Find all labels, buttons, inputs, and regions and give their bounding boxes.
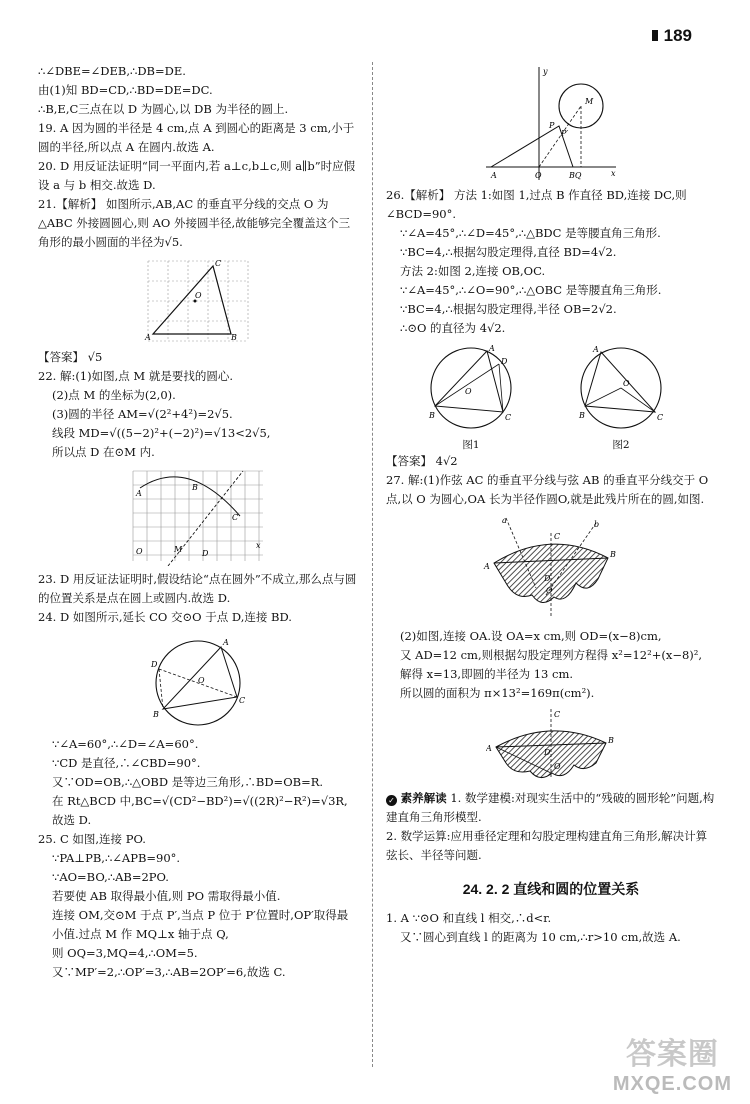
text-line: 线段 MD=√((5−2)²+(−2)²)=√13<2√5, <box>52 426 271 440</box>
svg-text:A: A <box>484 562 490 571</box>
figure-26-circle-2 <box>571 342 671 434</box>
text-line: 在 Rt△BCD 中,BC=√(CD²−BD²)=√((2R)²−R²)=√3R, <box>52 794 348 808</box>
text-line: 解得 x=13,即圆的半径为 13 cm. <box>400 667 574 681</box>
svg-text:x: x <box>256 541 261 550</box>
answer-20: 20. D 用反证法证明“同一平面内,若 a⊥c,b⊥c,则 a∥b”时应假设 a 与 b 相交.故选 D. <box>38 159 356 192</box>
text-line: ∴B,E,C三点在以 D 为圆心,以 DB 为半径的圆上. <box>38 102 289 116</box>
svg-text:M: M <box>585 97 594 106</box>
literacy-block <box>386 789 716 827</box>
figure-25-coordinate <box>481 62 621 182</box>
svg-text:B: B <box>231 333 237 342</box>
svg-text:C: C <box>505 413 512 422</box>
svg-text:O: O <box>198 676 205 685</box>
svg-text:a: a <box>502 516 507 525</box>
svg-text:C: C <box>554 710 561 719</box>
svg-text:x: x <box>611 169 616 178</box>
answer-19: 19. A 因为圆的半径是 4 cm,点 A 到圆心的距离是 3 cm,小于圆的半径,所以点 A 在圆内.故选 A. <box>38 121 355 154</box>
figure-24-circle <box>143 631 253 731</box>
answer-23: 23. D 用反证法证明时,假设结论“点在圆外”不成立,那么点与圆的位置关系是点在圆上或圆内.故选 D. <box>38 572 357 605</box>
text-line: (3)圆的半径 AM=√(2²+4²)=2√5. <box>52 407 233 421</box>
svg-text:P: P <box>549 121 555 130</box>
svg-text:O: O <box>136 547 143 556</box>
answer-27: 27. 解:(1)作弦 AC 的垂直平分线与弦 AB 的垂直平分线交于 O 点,以 O 为圆心,OA 长为半径作圆O,就是此残片所在的圆,如图. <box>386 473 709 506</box>
text-line: ∵∠A=60°,∴∠D=∠A=60°. <box>52 737 199 751</box>
text-line: ∵BC=4,∴根据勾股定理得,半径 OB=2√2. <box>400 302 617 316</box>
text-line: 又∵OD=OB,∴△OBD 是等边三角形,∴BD=OB=R. <box>52 775 324 789</box>
check-icon: ✓ <box>386 795 397 806</box>
svg-text:D: D <box>501 357 508 366</box>
svg-text:A: A <box>145 333 151 342</box>
text-line: 又∵圆心到直线 l 的距离为 10 cm,∴r>10 cm,故选 A. <box>400 930 681 944</box>
svg-text:C: C <box>239 696 246 705</box>
svg-text:B: B <box>579 411 585 420</box>
svg-text:B: B <box>192 483 198 492</box>
svg-text:C: C <box>215 259 222 268</box>
text-line: 所以圆的面积为 π×13²=169π(cm²). <box>400 686 595 700</box>
text-line: 所以点 D 在⊙M 内. <box>52 445 155 459</box>
svg-text:D: D <box>151 660 158 669</box>
text-line: ∵PA⊥PB,∴∠APB=90°. <box>52 851 181 865</box>
figure-26-circle-1 <box>421 342 521 434</box>
answer-21-result: 【答案】 √5 <box>38 350 103 364</box>
answer-22: 22. 解:(1)如图,点 M 就是要找的圆心. <box>38 369 234 383</box>
svg-text:BQ: BQ <box>569 171 582 180</box>
svg-text:y: y <box>543 67 548 76</box>
text-line: ∵AO=BO,∴AB=2PO. <box>52 870 169 884</box>
svg-text:O: O <box>195 291 202 300</box>
text-line: ∵∠A=45°,∴∠O=90°,∴△OBC 是等腰直角三角形. <box>400 283 662 297</box>
text-line: 又 AD=12 cm,则根据勾股定理列方程得 x²=12²+(x−8)², <box>400 648 703 662</box>
answer-26-result: 【答案】 4√2 <box>386 454 458 468</box>
literacy-point-1: 1. 数学建模:对现实生活中的“残破的圆形轮”问题,构建直角三角形模型. <box>386 791 715 824</box>
svg-text:A: A <box>486 744 492 753</box>
figure-21-grid-triangle <box>143 256 253 344</box>
text-line: ∴⊙O 的直径为 4√2. <box>400 321 506 335</box>
text-line: 则 OQ=3,MQ=4,∴OM=5. <box>52 946 198 960</box>
svg-text:C: C <box>232 513 239 522</box>
svg-text:B: B <box>608 736 614 745</box>
figure-27-part2 <box>486 707 616 783</box>
svg-text:O: O <box>546 586 553 595</box>
text-line: 方法 2:如图 2,连接 OB,OC. <box>400 264 546 278</box>
text-line: 连接 OM,交⊙M 于点 P′,当点 P 位于 P′位置时,OP′取得最小值.过点 M 作 MQ⊥x 轴于点 Q, <box>52 908 349 941</box>
svg-text:A: A <box>491 171 497 180</box>
literacy-label: 素养解读 <box>400 791 447 805</box>
svg-text:B: B <box>429 411 435 420</box>
page-number: 189 <box>652 26 692 46</box>
figure-2-caption: 图2 <box>612 439 630 451</box>
svg-text:A: A <box>593 345 599 354</box>
text-line: 若要使 AB 取得最小值,则 PO 需取得最小值. <box>52 889 281 903</box>
answer-26: 26.【解析】 方法 1:如图 1,过点 B 作直径 BD,连接 DC,则∠BCD=90°. <box>386 188 687 221</box>
svg-text:P′: P′ <box>561 129 569 138</box>
svg-text:C: C <box>554 532 561 541</box>
svg-text:O: O <box>554 762 561 771</box>
answer-24: 24. D 如图所示,延长 CO 交⊙O 于点 D,连接 BD. <box>38 610 292 624</box>
svg-text:O: O <box>623 379 630 388</box>
section-heading: 24. 2. 2 直线和圆的位置关系 <box>462 881 640 897</box>
text-line: ∴∠DBE=∠DEB,∴DB=DE. <box>38 64 186 78</box>
text-line: 又∵MP′=2,∴OP′=3,∴AB=2OP′=6,故选 C. <box>52 965 286 979</box>
column-divider <box>372 62 373 1067</box>
svg-text:A: A <box>489 344 495 353</box>
answer-25: 25. C 如图,连接 PO. <box>38 832 146 846</box>
text-line: (2)点 M 的坐标为(2,0). <box>52 388 176 402</box>
svg-text:b: b <box>594 520 600 529</box>
figure-27-broken-wheel <box>476 513 626 623</box>
figure-22-grid-circle <box>128 466 268 566</box>
svg-text:O: O <box>535 171 542 180</box>
svg-text:D: D <box>202 549 209 558</box>
text-line: (2)如图,连接 OA.设 OA=x cm,则 OD=(x−8)cm, <box>400 629 662 643</box>
right-column <box>386 62 716 947</box>
figure-1-caption: 图1 <box>462 439 480 451</box>
answer-21: 21.【解析】 如图所示,AB,AC 的垂直平分线的交点 O 为△ABC 外接圆圆心,则 AO 外接圆半径,故能够完全覆盖这个三角形的最小圆面的半径为√5. <box>38 197 351 249</box>
svg-text:O: O <box>465 387 472 396</box>
text-line: ∵BC=4,∴根据勾股定理得,直径 BD=4√2. <box>400 245 617 259</box>
left-column <box>38 62 358 982</box>
svg-text:A: A <box>223 638 229 647</box>
svg-text:D: D <box>544 574 551 583</box>
text-line: ∵CD 是直径,∴∠CBD=90°. <box>52 756 201 770</box>
svg-text:B: B <box>153 710 159 719</box>
watermark: 答案圈 MXQE.COM <box>612 1038 732 1095</box>
figure-26-pair <box>396 342 696 452</box>
svg-text:B: B <box>610 550 616 559</box>
answer-s1: 1. A ∵⊙O 和直线 l 相交,∴d<r. <box>386 911 552 925</box>
text-line: ∵∠A=45°,∴∠D=45°,∴△BDC 是等腰直角三角形. <box>400 226 661 240</box>
svg-text:M: M <box>174 545 183 554</box>
text-line: 故选 D. <box>52 813 92 827</box>
text-line: 由(1)知 BD=CD,∴BD=DE=DC. <box>38 83 213 97</box>
svg-text:C: C <box>657 413 664 422</box>
svg-text:D: D <box>544 748 551 757</box>
svg-text:A: A <box>136 489 142 498</box>
literacy-point-2: 2. 数学运算:应用垂径定理和勾股定理构建直角三角形,解决计算弦长、半径等问题. <box>386 829 708 862</box>
